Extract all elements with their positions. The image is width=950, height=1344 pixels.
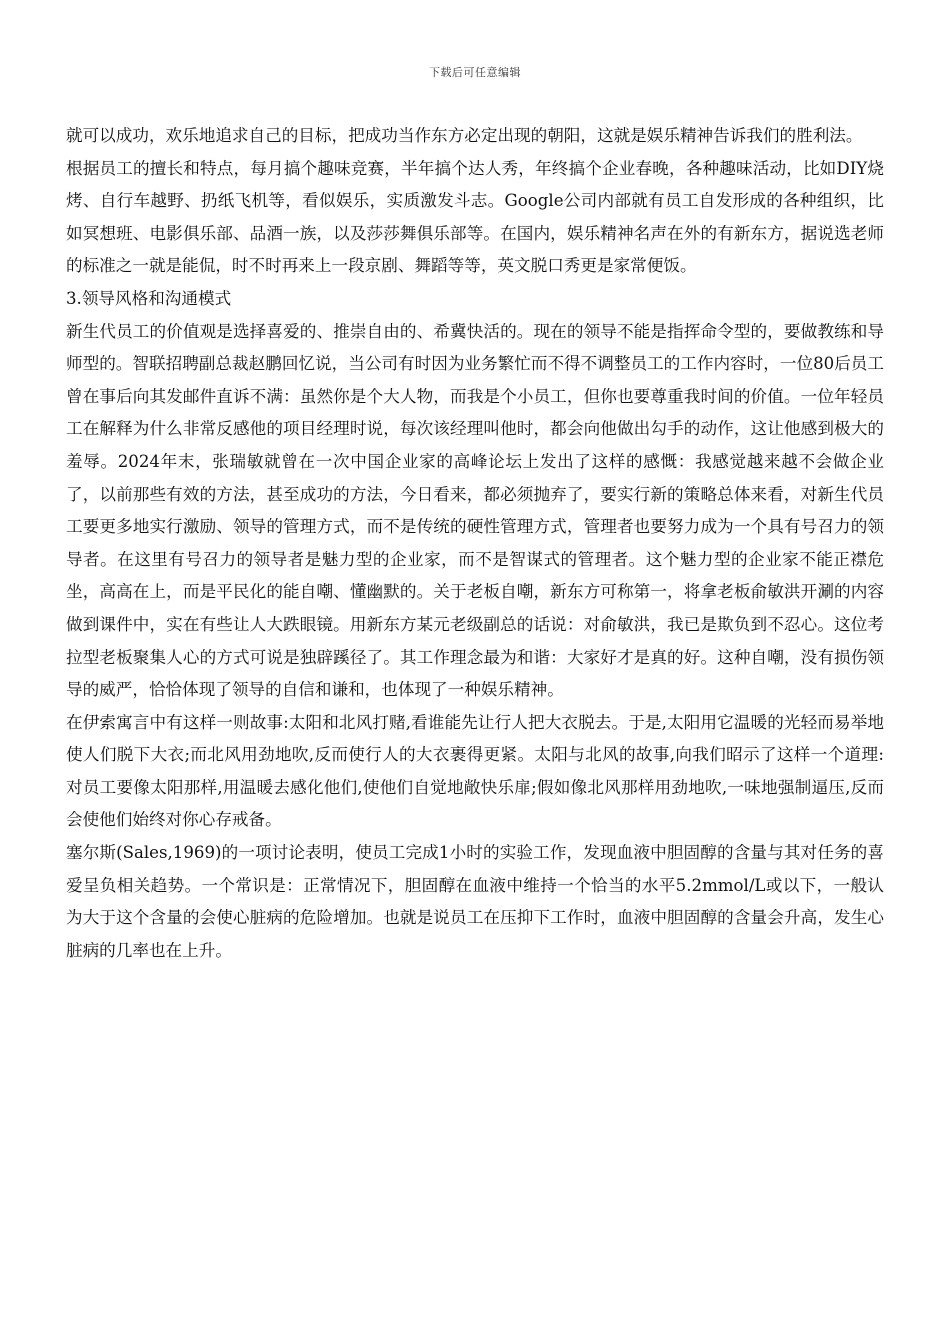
paragraph-aesop-fable: 在伊索寓言中有这样一则故事:太阳和北风打赌,看谁能先让行人把大衣脱去。于是,太阳用它温暖的光轻而易举地使人们脱下大衣;而北风用劲地吹,反而使行人的大衣裹得更紧。太阳与北风的故事,向我们昭示了这样一个道理:对员工要像太阳那样,用温暖去感化他们,使他们自觉地敞快乐扉;假如像北风那样用劲地吹,一味地强制逼压,反而会使他们始终对你心存戒备。: [66, 712, 884, 830]
paragraph-sales-study: 塞尔斯(Sales,1969)的一项讨论表明，使员工完成1小时的实验工作，发现血液中胆固醇的含量与其对任务的喜爱呈负相关趋势。一个常识是：正常情况下，胆固醇在血液中维持一个恰当的水平5.2mmol/L或以下，一般认为大于这个含量的会使心脏病的危险增加。也就是说员工在压抑下工作时，血液中胆固醇的含量会升高，发生心脏病的几率也在上升。: [66, 843, 884, 960]
page-header: 下载后可任意编辑: [429, 66, 521, 79]
paragraph-leadership-style: 新生代员工的价值观是选择喜爱的、推崇自由的、希冀快活的。现在的领导不能是指挥命令型的，要做教练和导师型的。智联招聘副总裁赵鹏回忆说，当公司有时因为业务繁忙而不得不调整员工的工作内容时，一位80后员工曾在事后向其发邮件直诉不满：虽然你是个大人物，而我是个小员工，但你也要尊重我时间的价值。一位年轻员工在解释为什么非常反感他的项目经理时说，每次该经理叫他时，都会向他做出勾手的动作，这让他感到极大的羞辱。2024年末，张瑞敏就曾在一次中国企业家的高峰论坛上发出了这样的感慨：我感觉越来越不会做企业了，以前那些有效的方法，甚至成功的方法，今日看来，都必须抛弃了，要实行新的策略总体来看，对新生代员工要更多地实行激励、领导的管理方式，而不是传统的硬性管理方式，管理者也要努力成为一个具有号召力的领导者。在这里有号召力的领导者是魅力型的企业家，而不是智谋式的管理者。这个魅力型的企业家不能正襟危坐，高高在上，而是平民化的能自嘲、懂幽默的。关于老板自嘲，新东方可称第一，将拿老板俞敏洪开涮的内容做到课件中，实在有些让人大跌眼镜。用新东方某元老级副总的话说：对俞敏洪，我已是欺负到不忍心。这位考拉型老板聚集人心的方式可说是独辟蹊径了。其工作理念最为和谐：大家好才是真的好。这种自嘲，没有损伤领导的威严，恰恰体现了领导的自信和谦和，也体现了一种娱乐精神。: [66, 321, 884, 700]
paragraph-entertainment-activities: 根据员工的擅长和特点，每月搞个趣味竞赛，半年搞个达人秀，年终搞个企业春晚，各种趣味活动，比如DIY烧烤、自行车越野、扔纸飞机等，看似娱乐，实质激发斗志。Google公司内部就有员工自发形成的各种组织，比如冥想班、电影俱乐部、品酒一族，以及莎莎舞俱乐部等。在国内，娱乐精神名声在外的有新东方，据说选老师的标准之一就是能侃，时不时再来上一段京剧、舞蹈等等，英文脱口秀更是家常便饭。: [66, 158, 884, 276]
document-body: [66, 120, 884, 967]
section-heading-leadership: 3.领导风格和沟通模式: [66, 288, 232, 308]
paragraph-success-conclusion: 就可以成功，欢乐地追求自己的目标，把成功当作东方必定出现的朝阳，这就是娱乐精神告诉我们的胜利法。: [66, 126, 863, 145]
